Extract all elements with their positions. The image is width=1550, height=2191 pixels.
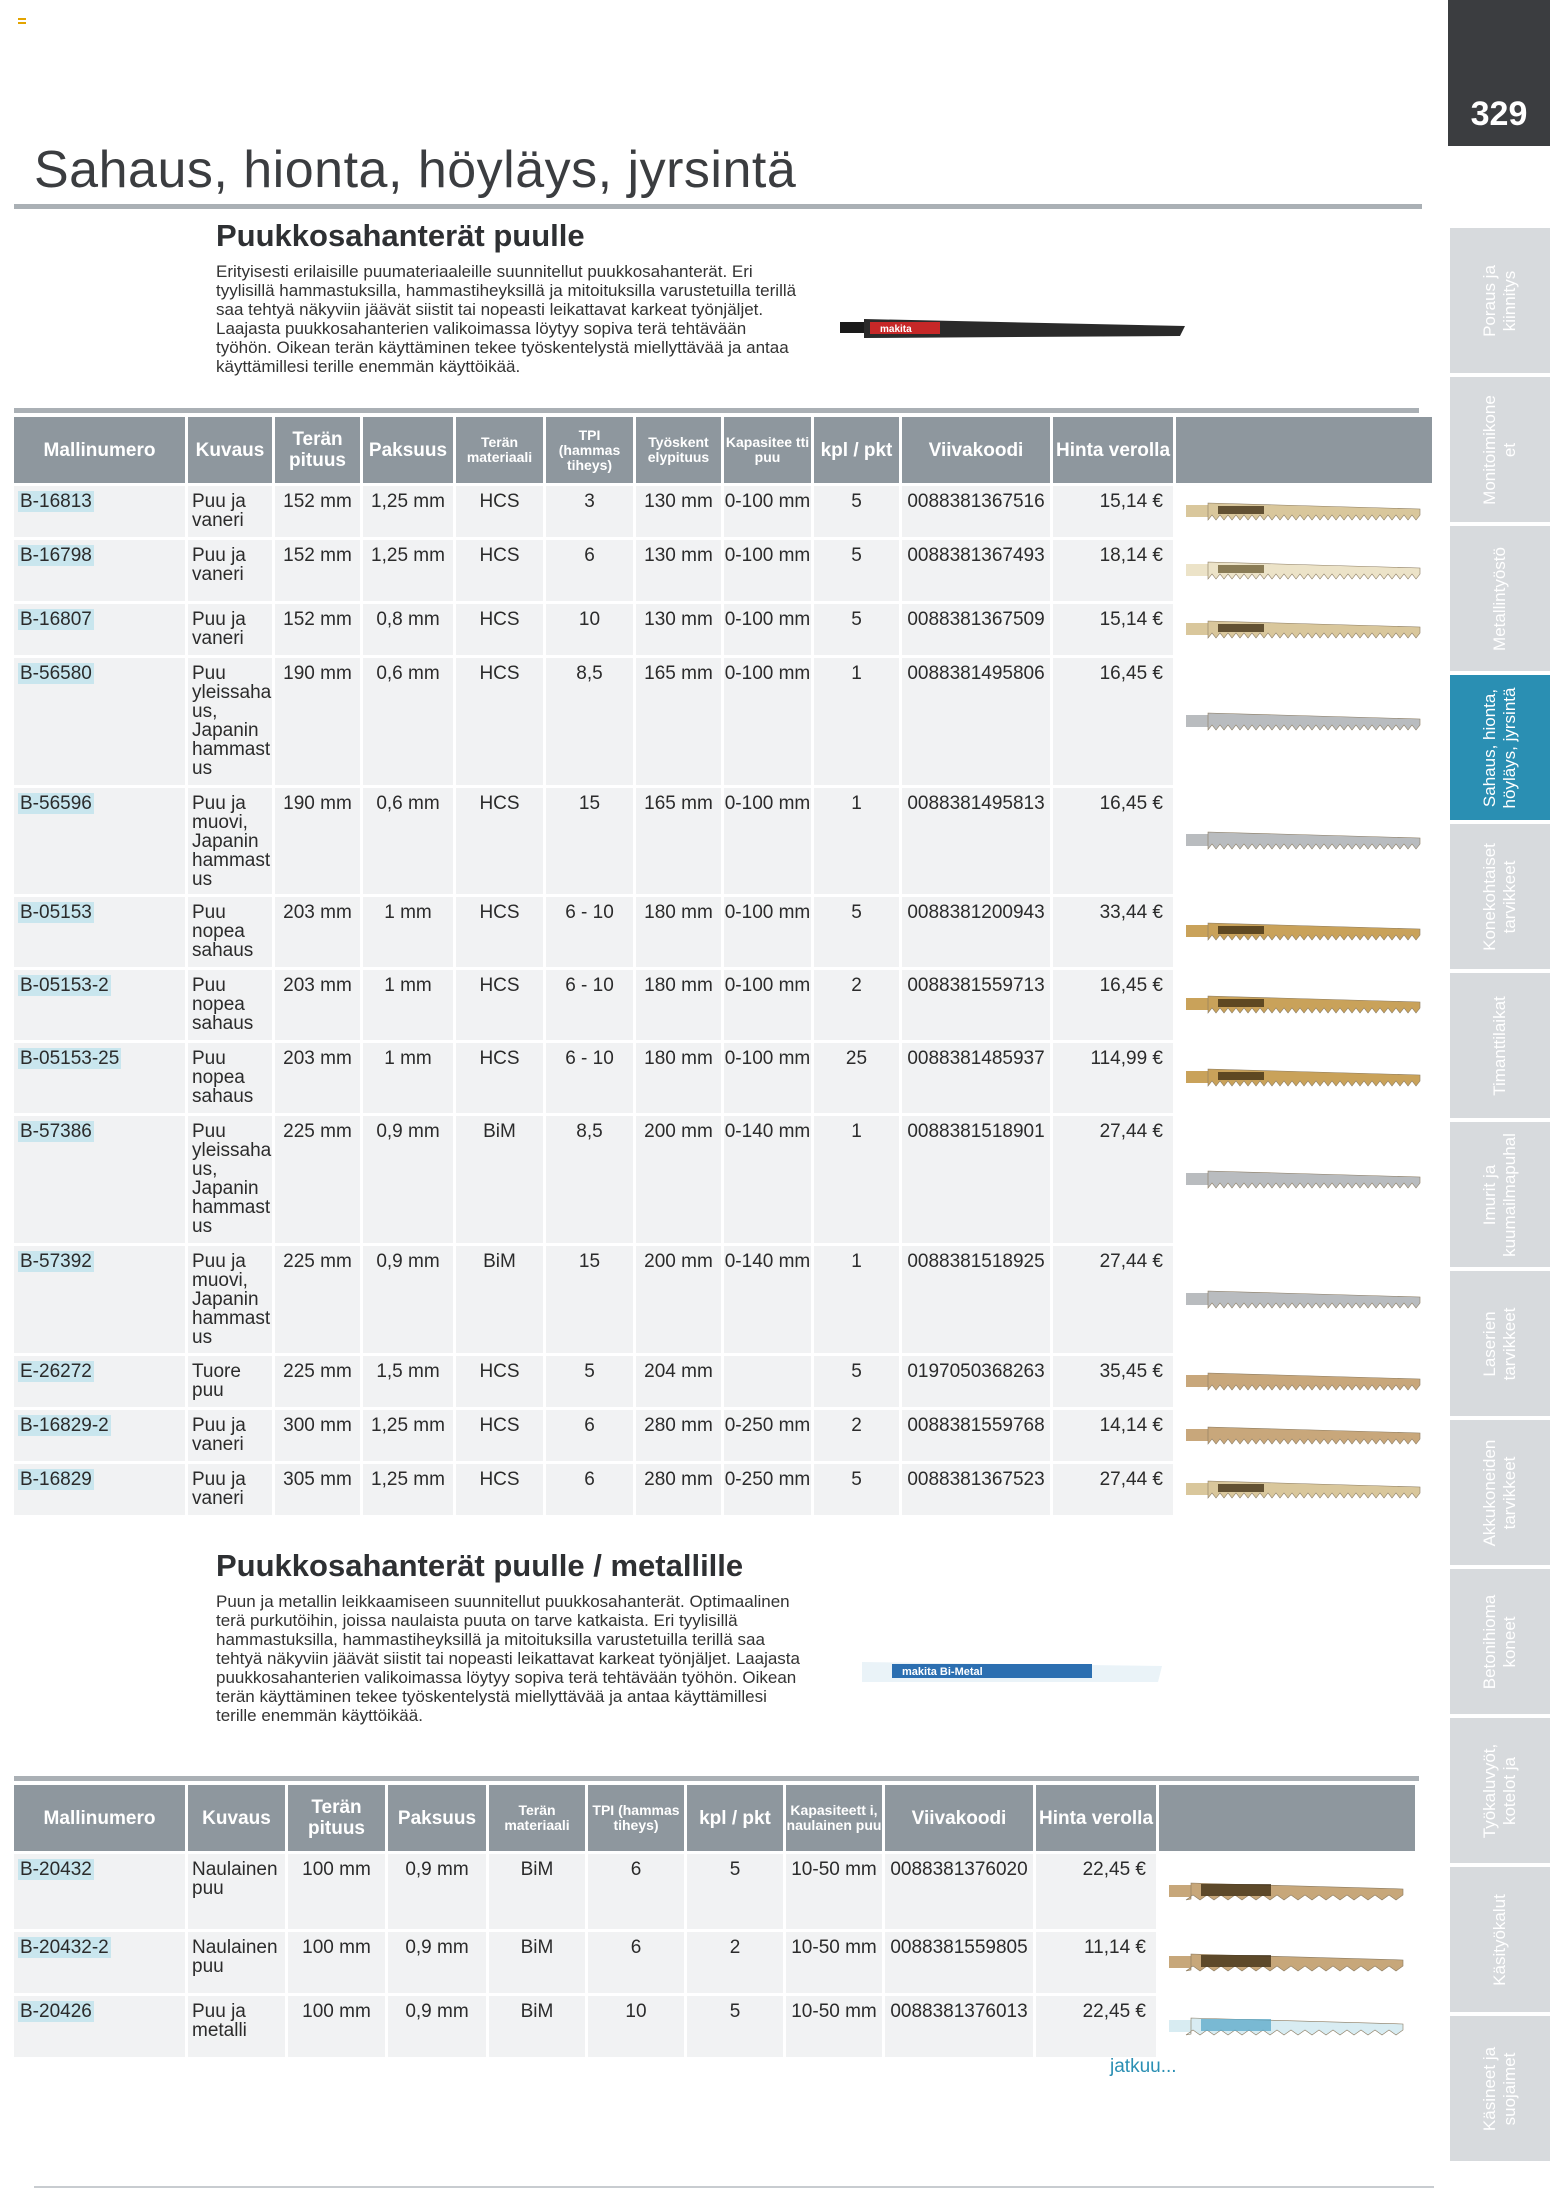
side-tab-3[interactable]: [1450, 526, 1550, 671]
side-tab-label: Monitoimikone et: [1480, 394, 1519, 505]
pcs-cell: 25: [814, 1043, 899, 1113]
pcs-cell: 5: [687, 1854, 783, 1929]
material-cell: BiM: [489, 1854, 585, 1929]
column-header: TPI (hammas tiheys): [588, 1785, 684, 1851]
tpi-cell: 8,5: [546, 658, 633, 785]
table-row: [14, 658, 1432, 785]
work-cell: 280 mm: [636, 1410, 721, 1461]
saw-blade-icon: [840, 314, 1185, 349]
barcode-cell: 0088381367516: [902, 486, 1050, 537]
work-cell: 180 mm: [636, 897, 721, 967]
saw-blade-icon: [1159, 1854, 1415, 1929]
pcs-cell: 1: [814, 1116, 899, 1243]
svg-text:makita Bi-Metal: makita Bi-Metal: [902, 1666, 983, 1678]
model-number-cell: [14, 658, 185, 785]
column-header: Terän materiaali: [456, 417, 543, 483]
saw-blade-icon: [1176, 897, 1432, 967]
table-row: [14, 897, 1432, 967]
table1-header: [14, 417, 1432, 483]
tpi-cell: 15: [546, 1246, 633, 1353]
material-cell: BiM: [456, 1116, 543, 1243]
material-cell: HCS: [456, 540, 543, 601]
model-number-cell: [14, 1996, 185, 2057]
work-cell: 204 mm: [636, 1356, 721, 1407]
model-number-cell: [14, 1410, 185, 1461]
continued-link[interactable]: jatkuu...: [1110, 2056, 1177, 2077]
side-tab-8[interactable]: [1450, 1271, 1550, 1416]
tpi-cell: 5: [546, 1356, 633, 1407]
saw-blade-icon: [1176, 1464, 1432, 1515]
pcs-cell: 2: [687, 1932, 783, 1993]
capacity-cell: 0-100 mm: [724, 486, 811, 537]
column-header: Työskent elypituus: [636, 417, 721, 483]
pcs-cell: 1: [814, 1246, 899, 1353]
pcs-cell: 5: [814, 540, 899, 601]
price-cell: 22,45 €: [1036, 1996, 1156, 2057]
desc-cell: Puu ja muovi, Japanin hammast us: [188, 788, 272, 894]
desc-cell: Puu ja vaneri: [188, 540, 272, 601]
price-cell: 14,14 €: [1053, 1410, 1173, 1461]
side-tab-6[interactable]: [1450, 973, 1550, 1118]
model-number-link[interactable]: B-56580: [20, 663, 92, 684]
table-row: [14, 1410, 1432, 1461]
saw-blade-icon: [1176, 1356, 1432, 1407]
column-header: kpl / pkt: [687, 1785, 783, 1851]
thickness-cell: 1 mm: [363, 970, 453, 1040]
model-number-link[interactable]: B-16813: [20, 491, 92, 512]
capacity-cell: 0-140 mm: [724, 1246, 811, 1353]
price-cell: 27,44 €: [1053, 1464, 1173, 1515]
side-tab-label: Sahaus, hionta, höyläys, jyrsintä: [1480, 687, 1519, 808]
price-cell: 15,14 €: [1053, 604, 1173, 655]
price-cell: 22,45 €: [1036, 1854, 1156, 1929]
model-number-cell: [14, 1464, 185, 1515]
price-cell: 16,45 €: [1053, 970, 1173, 1040]
length-cell: 305 mm: [275, 1464, 360, 1515]
side-tab-label: Metallintyöstö: [1490, 546, 1509, 651]
table-row: [14, 1996, 1415, 2057]
material-cell: HCS: [456, 604, 543, 655]
model-number-cell: [14, 897, 185, 967]
tpi-cell: 6: [588, 1932, 684, 1993]
model-number-link[interactable]: B-57386: [20, 1121, 92, 1142]
column-header: Terän pituus: [275, 417, 360, 483]
capacity-cell: 0-100 mm: [724, 658, 811, 785]
price-cell: 11,14 €: [1036, 1932, 1156, 1993]
column-header: [1159, 1785, 1415, 1851]
saw-blade-icon: [1176, 540, 1432, 601]
length-cell: 100 mm: [288, 1854, 385, 1929]
thickness-cell: 0,9 mm: [363, 1116, 453, 1243]
saw-blade-icon: [1159, 1932, 1415, 1993]
pcs-cell: 2: [814, 1410, 899, 1461]
work-cell: 165 mm: [636, 788, 721, 894]
thickness-cell: 1,25 mm: [363, 1464, 453, 1515]
desc-cell: Puu yleissaha us, Japanin hammast us: [188, 1116, 272, 1243]
side-tab-label: Poraus ja kiinnitys: [1480, 264, 1519, 337]
length-cell: 225 mm: [275, 1116, 360, 1243]
thickness-cell: 1 mm: [363, 1043, 453, 1113]
desc-cell: Puu ja muovi, Japanin hammast us: [188, 1246, 272, 1353]
work-cell: 130 mm: [636, 604, 721, 655]
barcode-cell: 0088381367509: [902, 604, 1050, 655]
pcs-cell: 5: [814, 1356, 899, 1407]
column-header: Viivakoodi: [885, 1785, 1033, 1851]
pcs-cell: 1: [814, 788, 899, 894]
thickness-cell: 0,9 mm: [363, 1246, 453, 1353]
desc-cell: Puu ja vaneri: [188, 1410, 272, 1461]
column-header: kpl / pkt: [814, 417, 899, 483]
tpi-cell: 6: [588, 1854, 684, 1929]
column-header: Terän materiaali: [489, 1785, 585, 1851]
model-number-cell: [14, 1356, 185, 1407]
barcode-cell: 0088381485937: [902, 1043, 1050, 1113]
desc-cell: Puu ja vaneri: [188, 486, 272, 537]
model-number-cell: [14, 486, 185, 537]
column-header: Mallinumero: [14, 1785, 185, 1851]
section1-title: Puukkosahanterät puulle: [216, 218, 585, 253]
column-header: [1176, 417, 1432, 483]
title-divider: [14, 204, 1422, 209]
work-cell: 180 mm: [636, 1043, 721, 1113]
footer-divider: [34, 2186, 1434, 2188]
tpi-cell: 15: [546, 788, 633, 894]
page-number: 329: [1470, 95, 1528, 133]
model-number-link[interactable]: B-16829-2: [20, 1415, 109, 1436]
material-cell: HCS: [456, 1356, 543, 1407]
model-number-link[interactable]: B-05153-2: [20, 975, 109, 996]
capacity-cell: 10-50 mm: [786, 1854, 882, 1929]
model-number-cell: [14, 1116, 185, 1243]
price-cell: 16,45 €: [1053, 788, 1173, 894]
saw-blade-icon: [1176, 1116, 1432, 1243]
model-number-link[interactable]: B-56596: [20, 793, 92, 814]
work-cell: 130 mm: [636, 540, 721, 601]
capacity-cell: 10-50 mm: [786, 1996, 882, 2057]
table1-body: [14, 486, 1432, 1518]
work-cell: 180 mm: [636, 970, 721, 1040]
length-cell: 203 mm: [275, 970, 360, 1040]
page-title: Sahaus, hionta, höyläys, jyrsintä: [34, 141, 797, 199]
model-number-cell: [14, 788, 185, 894]
table-row: [14, 1116, 1432, 1243]
column-header: Hinta verolla: [1036, 1785, 1156, 1851]
length-cell: 100 mm: [288, 1996, 385, 2057]
barcode-cell: 0088381559713: [902, 970, 1050, 1040]
capacity-cell: 0-140 mm: [724, 1116, 811, 1243]
capacity-cell: 0-100 mm: [724, 788, 811, 894]
material-cell: BiM: [456, 1246, 543, 1353]
desc-cell: Puu ja metalli: [188, 1996, 285, 2057]
side-tab-2[interactable]: [1450, 377, 1550, 522]
material-cell: HCS: [456, 970, 543, 1040]
saw-blade-icon: [1176, 1246, 1432, 1353]
tpi-cell: 6: [546, 1464, 633, 1515]
barcode-cell: 0088381200943: [902, 897, 1050, 967]
table-row: [14, 970, 1432, 1040]
side-nav: [1450, 228, 1550, 2165]
tpi-cell: 6 - 10: [546, 897, 633, 967]
material-cell: BiM: [489, 1932, 585, 1993]
desc-cell: Puu ja vaneri: [188, 604, 272, 655]
material-cell: HCS: [456, 897, 543, 967]
price-cell: 33,44 €: [1053, 897, 1173, 967]
table2-body: [14, 1854, 1415, 2060]
table-row: [14, 1932, 1415, 1993]
table-row: [14, 788, 1432, 894]
thickness-cell: 0,9 mm: [388, 1854, 486, 1929]
length-cell: 152 mm: [275, 604, 360, 655]
capacity-cell: 0-100 mm: [724, 897, 811, 967]
barcode-cell: 0088381376013: [885, 1996, 1033, 2057]
model-number-cell: [14, 604, 185, 655]
capacity-cell: [724, 1356, 811, 1407]
barcode-cell: 0088381495806: [902, 658, 1050, 785]
material-cell: BiM: [489, 1996, 585, 2057]
barcode-cell: 0088381367523: [902, 1464, 1050, 1515]
side-tab-11[interactable]: [1450, 1718, 1550, 1863]
side-tab-label: Käsityökalut: [1490, 1893, 1509, 1986]
saw-blade-icon: [1176, 486, 1432, 537]
side-tab-10[interactable]: [1450, 1569, 1550, 1714]
thickness-cell: 0,6 mm: [363, 788, 453, 894]
model-number-cell: [14, 1246, 185, 1353]
table-row: [14, 486, 1432, 537]
model-number-cell: [14, 540, 185, 601]
barcode-cell: 0088381559768: [902, 1410, 1050, 1461]
model-number-link[interactable]: B-20432: [20, 1859, 92, 1880]
length-cell: 225 mm: [275, 1246, 360, 1353]
thickness-cell: 0,9 mm: [388, 1932, 486, 1993]
table-row: [14, 540, 1432, 601]
side-tab-1[interactable]: [1450, 228, 1550, 373]
pcs-cell: 5: [814, 1464, 899, 1515]
column-header: Kapasitee tti puu: [724, 417, 811, 483]
side-tab-label: Betonihioma koneet: [1480, 1594, 1519, 1689]
model-number-cell: [14, 1854, 185, 1929]
desc-cell: Naulainen puu: [188, 1854, 285, 1929]
saw-blade-icon: [1159, 1996, 1415, 2057]
saw-blade-icon: [1176, 1410, 1432, 1461]
material-cell: HCS: [456, 1043, 543, 1113]
side-tab-label: Laserien tarvikkeet: [1480, 1307, 1519, 1380]
price-cell: 15,14 €: [1053, 486, 1173, 537]
column-header: Paksuus: [388, 1785, 486, 1851]
thickness-cell: 1,5 mm: [363, 1356, 453, 1407]
menu-icon[interactable]: [18, 18, 26, 26]
price-cell: 27,44 €: [1053, 1116, 1173, 1243]
side-tab-label: Akkukoneiden tarvikkeet: [1480, 1439, 1519, 1546]
thickness-cell: 1,25 mm: [363, 1410, 453, 1461]
tpi-cell: 6: [546, 1410, 633, 1461]
column-header: TPI (hammas tiheys): [546, 417, 633, 483]
side-tab-5[interactable]: [1450, 824, 1550, 969]
side-tab-label: Työkaluvyöt, kotelot ja: [1480, 1743, 1519, 1838]
saw-blade-icon: [1176, 1043, 1432, 1113]
column-header: Kuvaus: [188, 1785, 285, 1851]
price-cell: 35,45 €: [1053, 1356, 1173, 1407]
column-header: Terän pituus: [288, 1785, 385, 1851]
price-cell: 16,45 €: [1053, 658, 1173, 785]
side-tab-label: Imurit ja kuumailmapuhal: [1480, 1132, 1519, 1257]
barcode-cell: 0088381559805: [885, 1932, 1033, 1993]
barcode-cell: 0088381518925: [902, 1246, 1050, 1353]
desc-cell: Puu nopea sahaus: [188, 1043, 272, 1113]
thickness-cell: 0,9 mm: [388, 1996, 486, 2057]
tpi-cell: 3: [546, 486, 633, 537]
side-tab-9[interactable]: [1450, 1420, 1550, 1565]
saw-blade-icon: [1176, 970, 1432, 1040]
column-header: Kapasiteett i, naulainen puu: [786, 1785, 882, 1851]
model-number-cell: [14, 970, 185, 1040]
length-cell: 152 mm: [275, 540, 360, 601]
table-row: [14, 1854, 1415, 1929]
length-cell: 203 mm: [275, 1043, 360, 1113]
side-tab-4[interactable]: [1450, 675, 1550, 820]
model-number-link[interactable]: B-16829: [20, 1469, 92, 1490]
capacity-cell: 0-100 mm: [724, 1043, 811, 1113]
capacity-cell: 0-100 mm: [724, 540, 811, 601]
work-cell: 130 mm: [636, 486, 721, 537]
model-number-link[interactable]: B-20426: [20, 2001, 92, 2022]
side-tab-13[interactable]: [1450, 2016, 1550, 2161]
column-header: Kuvaus: [188, 417, 272, 483]
table2-header: [14, 1785, 1415, 1851]
price-cell: 18,14 €: [1053, 540, 1173, 601]
barcode-cell: 0088381518901: [902, 1116, 1050, 1243]
table-row: [14, 604, 1432, 655]
table-row: [14, 1043, 1432, 1113]
length-cell: 100 mm: [288, 1932, 385, 1993]
column-header: Paksuus: [363, 417, 453, 483]
desc-cell: Naulainen puu: [188, 1932, 285, 1993]
barcode-cell: 0088381376020: [885, 1854, 1033, 1929]
saw-blade-icon: [862, 1656, 1162, 1693]
model-number-link[interactable]: E-26272: [20, 1361, 92, 1382]
desc-cell: Puu nopea sahaus: [188, 897, 272, 967]
column-header: Mallinumero: [14, 417, 185, 483]
thickness-cell: 1,25 mm: [363, 540, 453, 601]
model-number-link[interactable]: B-57392: [20, 1251, 92, 1272]
tpi-cell: 6: [546, 540, 633, 601]
work-cell: 280 mm: [636, 1464, 721, 1515]
work-cell: 200 mm: [636, 1116, 721, 1243]
material-cell: HCS: [456, 788, 543, 894]
thickness-cell: 0,6 mm: [363, 658, 453, 785]
pcs-cell: 5: [814, 604, 899, 655]
model-number-link[interactable]: B-16798: [20, 545, 92, 566]
tpi-cell: 10: [546, 604, 633, 655]
capacity-cell: 0-100 mm: [724, 604, 811, 655]
column-header: Viivakoodi: [902, 417, 1050, 483]
side-tab-label: Timanttilaikat: [1490, 995, 1509, 1096]
side-tab-7[interactable]: [1450, 1122, 1550, 1267]
thickness-cell: 1,25 mm: [363, 486, 453, 537]
barcode-cell: 0088381495813: [902, 788, 1050, 894]
column-header: Hinta verolla: [1053, 417, 1173, 483]
barcode-cell: 0197050368263: [902, 1356, 1050, 1407]
capacity-cell: 0-250 mm: [724, 1410, 811, 1461]
tpi-cell: 6 - 10: [546, 1043, 633, 1113]
material-cell: HCS: [456, 658, 543, 785]
desc-cell: Puu ja vaneri: [188, 1464, 272, 1515]
tpi-cell: 8,5: [546, 1116, 633, 1243]
model-number-cell: [14, 1932, 185, 1993]
length-cell: 190 mm: [275, 788, 360, 894]
price-cell: 27,44 €: [1053, 1246, 1173, 1353]
capacity-cell: 10-50 mm: [786, 1932, 882, 1993]
material-cell: HCS: [456, 486, 543, 537]
desc-cell: Puu yleissaha us, Japanin hammast us: [188, 658, 272, 785]
table-row: [14, 1246, 1432, 1353]
saw-blade-icon: [1176, 788, 1432, 894]
length-cell: 225 mm: [275, 1356, 360, 1407]
model-number-link[interactable]: B-16807: [20, 609, 92, 630]
pcs-cell: 5: [814, 486, 899, 537]
work-cell: 165 mm: [636, 658, 721, 785]
table-row: [14, 1356, 1432, 1407]
capacity-cell: 0-250 mm: [724, 1464, 811, 1515]
desc-cell: Puu nopea sahaus: [188, 970, 272, 1040]
pcs-cell: 2: [814, 970, 899, 1040]
barcode-cell: 0088381367493: [902, 540, 1050, 601]
page-number-tab: [1448, 0, 1550, 146]
thickness-cell: 1 mm: [363, 897, 453, 967]
price-cell: 114,99 €: [1053, 1043, 1173, 1113]
material-cell: HCS: [456, 1410, 543, 1461]
table-row: [14, 1464, 1432, 1515]
table1-divider: [14, 408, 1419, 413]
thickness-cell: 0,8 mm: [363, 604, 453, 655]
svg-text:makita: makita: [880, 324, 912, 335]
work-cell: 200 mm: [636, 1246, 721, 1353]
model-number-cell: [14, 1043, 185, 1113]
model-number-link[interactable]: B-05153: [20, 902, 92, 923]
tpi-cell: 6 - 10: [546, 970, 633, 1040]
length-cell: 152 mm: [275, 486, 360, 537]
section1-description: Erityisesti erilaisille puumateriaaleille suunnitellut puukkosahanterät. Eri tyylisillä hammastuksilla, hammastiheyksillä ja mitoituksilla varustetuilla terillä saa tehtyä näkyviin jäävät siistit tai nopeasti leikattavat karkeat työnjäljet. Laajasta puukkosahanterien valikoimassa löytyy sopiva terä tehtävään työhön. Oikean terän käyttäminen tekee työskentelystä miellyttävää ja antaa käyttämillesi terille enemmän käyttöikää.: [216, 262, 797, 376]
section2-description: Puun ja metallin leikkaamiseen suunnitellut puukkosahanterät. Optimaalinen terä purkutöihin, joissa naulaista puuta on tarve katkaista. Eri tyylisillä hammastuksilla, hammastiheyksillä ja mitoituksilla varustetuilla terillä saa tehtyä näkyviin jäävät siistit tai nopeasti leikattavat karkeat työnjäljet. Laajasta puukkosahanterien valikoimassa löytyy sopiva terä tehtävään työhön. Oikean terän käyttäminen tekee työskentelystä miellyttävää ja antaa käyttämillesi terille enemmän käyttöikää.: [216, 1592, 800, 1725]
desc-cell: Tuore puu: [188, 1356, 272, 1407]
length-cell: 203 mm: [275, 897, 360, 967]
section2-title: Puukkosahanterät puulle / metallille: [216, 1548, 744, 1583]
table2-divider: [14, 1776, 1419, 1781]
material-cell: HCS: [456, 1464, 543, 1515]
pcs-cell: 1: [814, 658, 899, 785]
saw-blade-icon: [1176, 658, 1432, 785]
saw-blade-icon: [1176, 604, 1432, 655]
length-cell: 190 mm: [275, 658, 360, 785]
model-number-link[interactable]: B-20432-2: [20, 1937, 109, 1958]
capacity-cell: 0-100 mm: [724, 970, 811, 1040]
side-tab-label: Konekohtaiset tarvikkeet: [1480, 842, 1519, 951]
side-tab-label: Käsineet ja suojaimet: [1480, 2046, 1519, 2131]
model-number-link[interactable]: B-05153-25: [20, 1048, 120, 1069]
pcs-cell: 5: [687, 1996, 783, 2057]
side-tab-12[interactable]: [1450, 1867, 1550, 2012]
pcs-cell: 5: [814, 897, 899, 967]
tpi-cell: 10: [588, 1996, 684, 2057]
length-cell: 300 mm: [275, 1410, 360, 1461]
